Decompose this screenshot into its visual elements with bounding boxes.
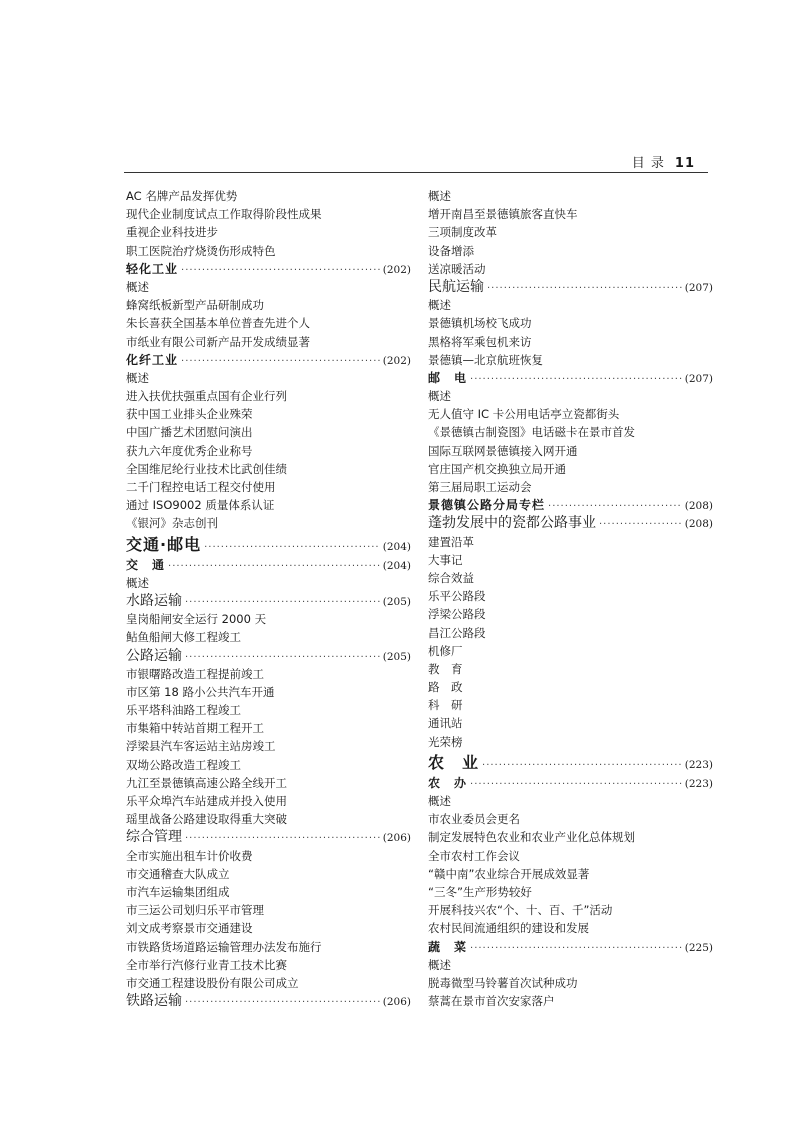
toc-heading-title: 铁路运输 <box>126 993 182 1010</box>
toc-entry: 第三届局职工运动会 <box>428 480 532 494</box>
toc-entry: 市交通稽查大队成立 <box>126 866 230 881</box>
toc-entry: 获九六年度优秀企业称号 <box>126 443 253 458</box>
dot-leader <box>185 594 380 610</box>
toc-entry: 双坳公路改造工程竣工 <box>126 757 241 772</box>
toc-entry: 农村民间流通组织的建设和发展 <box>428 921 589 936</box>
toc-entry: 乐平众埠汽车站建成并投入使用 <box>126 794 287 808</box>
toc-entry: 无人值守 IC 卡公用电话亭立瓷都街头 <box>428 407 620 422</box>
toc-page-number: (208) <box>684 500 713 513</box>
dot-leader <box>185 994 380 1010</box>
toc-entry: 建置沿革 <box>428 534 474 549</box>
toc-section-heading <box>428 278 713 296</box>
toc-heading-title: 水路运输 <box>126 592 182 609</box>
toc-entry: 黑格将军乘包机来访 <box>428 334 532 349</box>
toc-entry: 科 研 <box>428 698 463 713</box>
toc-entry: 官庄国产机交换独立局开通 <box>428 461 566 476</box>
toc-section-heading <box>126 828 411 846</box>
running-head-section: 目 录 <box>631 156 665 171</box>
toc-entry: 制定发展特色农业和农业产业化总体规划 <box>428 830 635 845</box>
toc-section-heading <box>428 369 713 387</box>
toc-entry: 乐平塔科油路工程竣工 <box>126 703 241 718</box>
toc-entry: 概述 <box>428 389 451 404</box>
toc-section-heading <box>126 533 411 556</box>
toc-page-number: (202) <box>382 354 411 367</box>
toc-entry: 增开南昌至景德镇旅客直快车 <box>428 207 578 222</box>
toc-entry: 概述 <box>126 370 149 385</box>
toc-section-heading <box>428 751 713 774</box>
dot-leader <box>168 558 380 574</box>
toc-entry: 通过 ISO9002 质量体系认证 <box>126 498 275 513</box>
toc-page-number: (204) <box>382 540 411 553</box>
toc-heading-title: 景德镇公路分局专栏 <box>428 498 546 513</box>
header-rule <box>124 172 708 173</box>
toc-heading-title: 交 通 <box>126 557 166 572</box>
dot-leader <box>470 940 682 956</box>
toc-entry: 蜂窝纸板新型产品研制成功 <box>126 298 264 313</box>
toc-entry: 全市举行汽修行业青工技术比赛 <box>126 957 287 972</box>
toc-section-heading <box>126 351 411 369</box>
toc-page-number: (204) <box>382 559 411 572</box>
toc-entry: 市农业委员会更名 <box>428 812 520 827</box>
toc-entry: AC 名牌产品发挥优势 <box>126 189 238 203</box>
toc-entry: 全市实施出租车计价收费 <box>126 848 253 863</box>
toc-heading-title: 公路运输 <box>126 647 182 664</box>
toc-entry: 送凉暖活动 <box>428 261 486 276</box>
toc-entry: 进入扶优扶强重点国有企业行列 <box>126 389 287 404</box>
toc-entry: 浮梁公路段 <box>428 607 486 622</box>
toc-left-column <box>126 187 411 1010</box>
dot-leader <box>482 754 682 774</box>
toc-entry: 市银曙路改造工程提前竣工 <box>126 666 264 681</box>
toc-heading-title: 蔬 菜 <box>428 939 468 954</box>
toc-entry: 市纸业有限公司新产品开发成绩显著 <box>126 334 310 349</box>
dot-leader <box>185 830 380 846</box>
toc-heading-title: 综合管理 <box>126 829 182 846</box>
toc-entry: 中国广播艺术团慰问演出 <box>126 425 253 440</box>
toc-heading-title: 交通·邮电 <box>126 534 202 554</box>
toc-right-column <box>428 187 713 1010</box>
toc-entry: 设备增添 <box>428 243 474 258</box>
toc-entry: “三冬”生产形势较好 <box>428 884 532 899</box>
toc-entry: 光荣榜 <box>428 734 463 749</box>
toc-heading-title: 蓬勃发展中的瓷都公路事业 <box>428 515 596 532</box>
dot-leader <box>470 371 682 387</box>
toc-entry: 概述 <box>126 279 149 294</box>
toc-entry: 昌江公路段 <box>428 625 486 640</box>
toc-entry: 大事记 <box>428 552 463 567</box>
toc-entry: 市三运公司划归乐平市管理 <box>126 903 264 918</box>
toc-page-number: (207) <box>684 372 713 385</box>
toc-entry: 获中国工业排头企业殊荣 <box>126 407 253 422</box>
toc-heading-title: 轻化工业 <box>126 261 179 276</box>
toc-entry: 概述 <box>428 957 451 972</box>
toc-page-number: (202) <box>382 263 411 276</box>
toc-entry: 市铁路货场道路运输管理办法发布施行 <box>126 939 322 954</box>
toc-entry: 概述 <box>428 298 451 313</box>
toc-entry: 三项制度改革 <box>428 225 497 240</box>
toc-entry: 《景德镇古制瓷图》电话磁卡在景市首发 <box>428 425 635 440</box>
toc-page-number: (206) <box>382 996 411 1009</box>
dot-leader <box>487 280 682 296</box>
toc-entry: 开展科技兴农“个、十、百、千”活动 <box>428 903 613 918</box>
toc-entry: 乐平公路段 <box>428 589 486 604</box>
toc-entry: 概述 <box>126 575 149 590</box>
dot-leader <box>548 498 682 514</box>
toc-entry: 教 育 <box>428 661 463 676</box>
toc-section-heading <box>126 260 411 278</box>
toc-entry: 市区第 18 路小公共汽车开通 <box>126 684 275 699</box>
toc-entry: 机修厂 <box>428 643 463 658</box>
toc-page-number: (225) <box>684 941 713 954</box>
toc-entry: 重视企业科技进步 <box>126 225 218 240</box>
toc-entry: 瑶里战备公路建设取得重大突破 <box>126 812 287 827</box>
toc-section-heading <box>428 496 713 514</box>
toc-entry: 刘文成考察景市交通建设 <box>126 921 253 936</box>
toc-heading-title: 化纤工业 <box>126 352 179 367</box>
toc-section-heading <box>126 592 411 610</box>
toc-entry: 全国维尼纶行业技术比武创佳绩 <box>126 461 287 476</box>
toc-heading-title: 农 业 <box>428 752 480 772</box>
toc-page-number: (223) <box>684 758 713 771</box>
toc-page-number: (207) <box>684 281 713 294</box>
dot-leader <box>470 776 682 792</box>
dot-leader <box>181 262 380 278</box>
toc-section-heading <box>428 774 713 792</box>
toc-entry: 二千门程控电话工程交付使用 <box>126 480 276 494</box>
toc-heading-title: 邮 电 <box>428 370 468 385</box>
toc-entry: 市集箱中转站首期工程开工 <box>126 721 264 736</box>
toc-section-heading <box>428 514 713 532</box>
toc-entry: 概述 <box>428 794 451 808</box>
toc-entry: 国际互联网景德镇接入网开通 <box>428 443 578 458</box>
dot-leader <box>181 353 380 369</box>
toc-page-number: (223) <box>684 777 713 790</box>
toc-entry: 概述 <box>428 189 451 203</box>
toc-entry: “赣中南”农业综合开展成效显著 <box>428 866 590 881</box>
toc-entry: 市交通工程建设股份有限公司成立 <box>126 975 299 990</box>
toc-entry: 市汽车运输集团组成 <box>126 884 230 899</box>
toc-entry: 全市农村工作会议 <box>428 848 520 863</box>
dot-leader <box>599 516 682 532</box>
toc-page-number: (205) <box>382 650 411 663</box>
toc-entry: 景德镇机场校飞成功 <box>428 316 532 331</box>
toc-page-number: (208) <box>684 518 713 531</box>
toc-entry: 职工医院治疗烧烫伤形成特色 <box>126 243 276 258</box>
toc-section-heading <box>126 647 411 665</box>
toc-entry: 朱长喜获全国基本单位普查先进个人 <box>126 316 310 331</box>
toc-section-heading <box>126 556 411 574</box>
toc-entry: 景德镇—北京航班恢复 <box>428 352 543 367</box>
toc-page-number: (205) <box>382 595 411 608</box>
toc-entry: 脱毒微型马铃薯首次试种成功 <box>428 975 578 990</box>
toc-entry: 现代企业制度试点工作取得阶段性成果 <box>126 207 322 222</box>
toc-heading-title: 民航运输 <box>428 278 484 295</box>
toc-entry: 《银河》杂志创刊 <box>126 516 218 531</box>
toc-heading-title: 农 办 <box>428 775 468 790</box>
toc-entry: 路 政 <box>428 680 463 695</box>
toc-section-heading <box>126 992 411 1010</box>
toc-page-number: (206) <box>382 832 411 845</box>
toc-entry: 蔡蒿在景市首次安家落户 <box>428 994 555 1009</box>
page-number: 11 <box>674 156 695 171</box>
toc-entry: 皇岗船闸安全运行 2000 天 <box>126 612 267 627</box>
toc-entry: 通讯站 <box>428 716 463 731</box>
dot-leader <box>185 649 380 665</box>
running-head <box>632 152 695 171</box>
dot-leader <box>204 536 380 556</box>
toc-section-heading <box>428 938 713 956</box>
toc-entry: 鲇鱼船闸大修工程竣工 <box>126 630 241 645</box>
toc-entry: 浮梁县汽车客运站主站房竣工 <box>126 739 276 754</box>
toc-entry: 综合效益 <box>428 570 474 585</box>
toc-entry: 九江至景德镇高速公路全线开工 <box>126 775 287 790</box>
